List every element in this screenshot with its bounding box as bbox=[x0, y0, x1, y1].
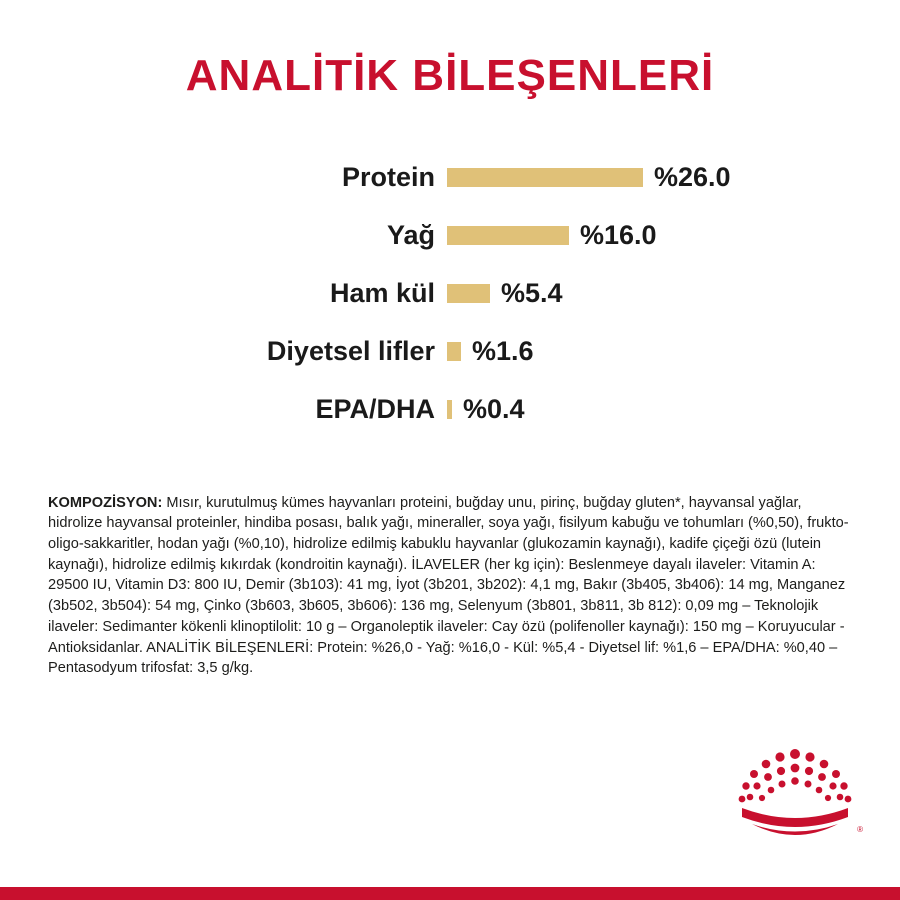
chart-row-bar-wrap bbox=[447, 336, 900, 367]
bottom-accent-bar bbox=[0, 887, 900, 900]
chart-row-bar-wrap bbox=[447, 162, 900, 193]
chart-row-label: Diyetsel lifler bbox=[266, 335, 435, 366]
chart-row-label: Yağ bbox=[386, 219, 435, 250]
chart-row bbox=[0, 148, 900, 206]
registered-mark: ® bbox=[857, 825, 863, 834]
chart-bar-value: %26.0 bbox=[654, 161, 731, 192]
chart-bar-value: %16.0 bbox=[580, 219, 657, 250]
composition-paragraph bbox=[48, 493, 854, 679]
page-title: ANALİTİK BİLEŞENLERİ bbox=[185, 51, 715, 100]
chart-row-bar-wrap bbox=[447, 220, 900, 251]
chart-row bbox=[0, 264, 900, 322]
chart-bar bbox=[447, 342, 461, 361]
chart-row bbox=[0, 380, 900, 438]
composition-label: KOMPOZİSYON: bbox=[48, 494, 163, 511]
royal-canin-crown-logo bbox=[736, 748, 863, 840]
chart-bar bbox=[447, 284, 490, 303]
chart-bar-value: %0.4 bbox=[463, 393, 525, 424]
chart-row bbox=[0, 322, 900, 380]
chart-bar-value: %5.4 bbox=[501, 277, 563, 308]
chart-row-label: EPA/DHA bbox=[315, 393, 435, 424]
chart-row-label: Ham kül bbox=[329, 277, 435, 308]
analytical-components-chart bbox=[0, 148, 900, 438]
chart-bar bbox=[447, 168, 643, 187]
chart-row-bar-wrap bbox=[447, 394, 900, 425]
chart-bar-value: %1.6 bbox=[472, 335, 534, 366]
composition-text: Mısır, kurutulmuş kümes hayvanları proteini, buğday unu, pirinç, buğday gluten*, hayvansal yağlar, hidrolize hayvansal proteinler, hindiba posası, balık yağı, mineraller, soya yağı, fisilyum kabuğu ve tohumları (%0,50), frukto-oligo-sakkaritler, hodan yağı (%0,10), hidrolize edilmiş kabuklu hayvanlar (glukozamin kaynağı), kadife çiçeği özü (lutein kaynağı), hidrolize edilmiş kıkırdak (kondroitin kaynağı). İLAVELER (her kg için): Beslenmeye dayalı ilaveler: Vitamin A: 29500 IU, Vitamin D3: 800 IU, Demir (3b103): 41 mg, İyot (3b201, 3b202): 4,1 mg, Bakır (3b405, 3b406): 14 mg, Manganez (3b502, 3b504): 54 mg, Çinko (3b603, 3b605, 3b606): 136 mg, Selenyum (3b801, 3b811, 3b 812): 0,09 mg – Teknolojik ilaveler: Sedimanter kökenli klinoptilolit: 10 g – Organoleptik ilaveler: Cay özü (polifenoller kaynağı): 150 mg – Koruyucular - Antioksidanlar. ANALİTİK BİLEŞENLERİ: Protein: %26,0 - Yağ: %16,0 - Kül: %5,4 - Diyetsel lif: %1,6 – EPA/DHA: %0,40 – Pentasodyum trifosfat: 3,5 g/kg. bbox=[48, 494, 849, 677]
chart-bar bbox=[447, 226, 569, 245]
chart-row bbox=[0, 206, 900, 264]
chart-row-bar-wrap bbox=[447, 278, 900, 309]
chart-row-label: Protein bbox=[341, 161, 435, 192]
